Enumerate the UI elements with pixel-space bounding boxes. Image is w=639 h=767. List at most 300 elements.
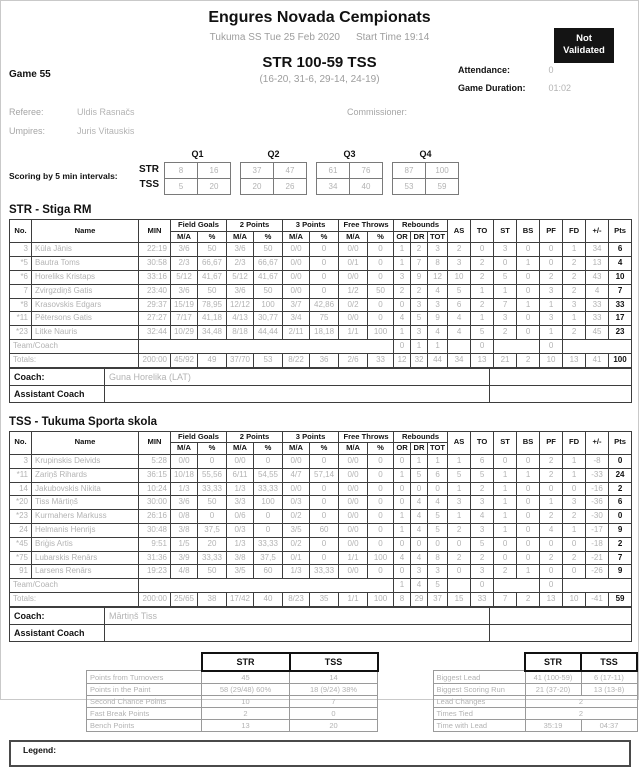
stat-cell [563,579,632,593]
stat-cell: 1 [394,510,411,524]
stat-cell: -41 [586,593,609,607]
stat-cell: 15 [448,593,471,607]
stat-cell: 1 [448,455,471,469]
points-cell: 24 [609,468,632,482]
stat-cell: 0 [368,468,394,482]
stat-cell: 4 [448,312,471,326]
player-name: Helmanis Henrijs [32,524,139,538]
stat-cell: 1/5 [171,537,198,551]
points-cell: 7 [609,551,632,565]
stat-cell: 3 [540,284,563,298]
stat-cell: 0 [310,496,339,510]
summary-value: 13 (13-8) [581,683,637,695]
stat-cell: 34,48 [198,326,227,340]
player-row [10,510,632,524]
column-header: PF [540,431,563,454]
stat-cell: 0 [310,257,339,271]
points-cell: 0 [609,510,632,524]
stat-cell: 0 [428,482,448,496]
stat-cell: 2 [471,298,494,312]
interval-score-cell: 100 [426,163,459,179]
summary-row [87,719,378,731]
str-coach-table [9,368,632,403]
stat-cell: 60 [310,524,339,538]
coach-label: Coach: [10,368,105,385]
stat-cell: 32:44 [139,326,171,340]
column-group-header: Field Goals [171,431,227,443]
stat-cell: 41,67 [198,271,227,285]
stat-cell: 36 [310,353,339,367]
stat-cell: 0 [310,551,339,565]
summary-label: Biggest Lead [433,671,525,684]
stat-cell: 50 [254,284,283,298]
competition-title: Engures Novada Cempionats [208,9,431,26]
summary-merged-value: 2 [525,695,637,707]
duration-row [458,83,630,93]
column-header: FD [563,431,586,454]
duration-value: 01:02 [548,83,572,93]
stat-cell: 0/0 [339,565,368,579]
tss-team-title: TSS - Tukuma Sporta skola [9,415,158,428]
stat-cell: 0/2 [283,537,310,551]
player-row [10,537,632,551]
stat-cell: 0/0 [339,537,368,551]
stat-cell: 0/6 [227,510,254,524]
column-subheader: % [198,231,227,243]
column-subheader: M/A [339,231,368,243]
stat-cell: 2 [448,243,471,257]
points-cell: 59 [609,593,632,607]
stat-cell: 1 [563,455,586,469]
player-name: Zariņš Rihards [32,468,139,482]
stat-cell: -33 [586,468,609,482]
interval-score-cell: 87 [393,163,426,179]
stat-cell: 100 [368,326,394,340]
column-header: AS [448,431,471,454]
referee-name: Uldis Rasnačs [77,107,135,117]
stat-cell [563,340,632,354]
summary-header-row [433,653,637,671]
stat-cell [139,340,394,354]
stat-cell: 10/29 [171,326,198,340]
points-cell: 0 [609,455,632,469]
column-subheader: % [368,231,394,243]
stat-cell: 0 [517,284,540,298]
column-group-header: Rebounds [394,220,448,232]
summary-label: Bench Points [87,719,202,731]
stat-cell: 43 [586,271,609,285]
column-header: No. [10,220,32,243]
stat-cell: 12 [428,271,448,285]
summary-label: Points in the Paint [87,683,202,695]
not-validated-badge: Not Validated [554,28,614,63]
stat-cell: 4 [428,284,448,298]
summary-team-header: STR [202,653,290,671]
stat-cell: 7 [494,593,517,607]
stat-cell: 3/6 [227,243,254,257]
stat-cell: 53 [254,353,283,367]
stat-cell: 35 [310,593,339,607]
interval-score-cell: 16 [198,163,231,179]
column-subheader: % [254,443,283,455]
stat-cell: 1 [494,482,517,496]
stat-cell: 0/0 [283,243,310,257]
column-header: TO [471,220,494,243]
stat-cell: 1 [394,468,411,482]
stat-cell: 0/8 [171,510,198,524]
stat-cell: 30,77 [254,312,283,326]
stat-cell: 2 [471,482,494,496]
summary-row [87,695,378,707]
summary-value: 0 [290,707,378,719]
summary-value: 35:19 [525,719,581,731]
stat-cell: 0 [310,284,339,298]
stat-cell: 3 [411,326,428,340]
interval-score-cell: 5 [165,179,198,195]
totals-row [10,593,632,607]
referee-label: Referee: [9,107,44,117]
report-header [1,1,638,101]
stat-cell: 1 [517,565,540,579]
stat-cell: 3 [471,565,494,579]
umpires-name: Juris Vitauskis [77,126,135,136]
player-row [10,496,632,510]
stat-cell: 2 [411,243,428,257]
stat-cell: 0 [517,271,540,285]
stat-cell: 0 [411,537,428,551]
lead-summary-table [433,652,639,732]
stat-cell: 42,86 [310,298,339,312]
assistant-coach-name [105,385,490,402]
quarter-box [164,149,231,195]
stat-cell: 100 [254,298,283,312]
stat-cell: 1/1 [339,326,368,340]
summary-value: 18 (9/24) 38% [290,683,378,695]
stat-cell: 2 [448,551,471,565]
stat-cell: 0/0 [339,510,368,524]
points-cell: 23 [609,326,632,340]
summary-value: 10 [202,695,290,707]
totals-row [10,353,632,367]
interval-boxes [164,149,468,195]
stat-cell: 32 [411,353,428,367]
stat-cell: 20 [198,537,227,551]
stat-cell: 0 [494,455,517,469]
stat-cell: 1 [563,524,586,538]
column-subheader: OR [394,443,411,455]
stat-cell: 1/3 [227,482,254,496]
summary-value: 45 [202,671,290,684]
player-name: Krasovskis Edgars [32,298,139,312]
column-subheader: % [310,443,339,455]
player-row [10,326,632,340]
stat-cell: 1 [494,284,517,298]
stat-cell [494,579,540,593]
player-row [10,312,632,326]
stat-cell: 0 [254,510,283,524]
column-group-header: Free Throws [339,431,394,443]
coach-row-spacer [490,368,632,385]
stat-cell: 44,44 [254,326,283,340]
stat-cell: 2 [471,551,494,565]
stat-cell: 4 [428,326,448,340]
stat-cell: 4 [428,496,448,510]
stat-cell: 2 [563,510,586,524]
stat-cell: 4 [411,579,428,593]
stat-cell: 0 [471,243,494,257]
summary-value: 14 [290,671,378,684]
stat-cell: 0 [563,537,586,551]
stat-cell: 0 [310,537,339,551]
player-name: Kūla Jānis [32,243,139,257]
stat-cell: 8/22 [283,353,310,367]
stat-cell: 7 [411,257,428,271]
stat-cell: 100 [368,593,394,607]
stat-cell: 0 [540,257,563,271]
stat-cell: 13 [540,593,563,607]
player-number: *45 [10,537,32,551]
attendance-value: 0 [548,65,554,75]
stat-cell: 0 [310,455,339,469]
stat-cell: 200:00 [139,353,171,367]
stat-cell: 5 [411,312,428,326]
stat-cell: 0 [471,579,494,593]
player-name: Larsens Renārs [32,565,139,579]
points-cell: 7 [609,284,632,298]
stat-cell: 3/3 [227,496,254,510]
player-name: Horeliks Kristaps [32,271,139,285]
legend-box: Legend: [9,740,631,767]
stat-cell: 0 [368,496,394,510]
stat-cell: 5/12 [227,271,254,285]
stat-cell: 31:36 [139,551,171,565]
column-subheader: DR [411,443,428,455]
column-header: Pts [609,220,632,243]
stat-cell: 8 [428,257,448,271]
stat-cell: 3/6 [171,284,198,298]
totals-label: Totals: [10,593,139,607]
stat-cell: 33 [368,353,394,367]
stat-cell: 15/19 [171,298,198,312]
stat-cell: 1 [394,326,411,340]
points-cell: 17 [609,312,632,326]
stat-cell: 50 [198,496,227,510]
player-row [10,468,632,482]
stat-cell: 2 [394,284,411,298]
summary-row [433,695,637,707]
stat-cell: 5 [471,326,494,340]
stat-cell: 0/0 [171,455,198,469]
summary-label: Times Tied [433,707,525,719]
points-cell: 10 [609,271,632,285]
stat-cell: 5 [448,284,471,298]
stat-cell [139,579,394,593]
stat-cell: 29 [411,593,428,607]
stat-cell: 33:16 [139,271,171,285]
assistant-coach-row [10,385,632,402]
stat-cell: 0 [394,565,411,579]
stat-cell: 0 [198,455,227,469]
stat-cell: 55,56 [198,468,227,482]
points-summary-table [86,652,379,732]
stat-cell: 0 [394,537,411,551]
assistant-coach-name [105,624,490,641]
stat-cell: 3 [448,257,471,271]
stat-cell: 0/0 [283,284,310,298]
stat-cell: 66,67 [198,257,227,271]
quarter-box [240,149,307,195]
column-group-header: Rebounds [394,431,448,443]
stat-cell: -16 [586,482,609,496]
summary-label: Points from Turnovers [87,671,202,684]
summary-row [433,683,637,695]
stat-cell: 0 [471,340,494,354]
assistant-coach-row-spacer [490,385,632,402]
column-header: +/- [586,220,609,243]
stat-cell: 5 [428,579,448,593]
player-number: *8 [10,298,32,312]
player-number: *11 [10,468,32,482]
stat-cell: 0 [198,510,227,524]
column-subheader: OR [394,231,411,243]
stat-cell: 0/0 [283,482,310,496]
column-subheader: % [254,231,283,243]
stat-cell: 1 [540,326,563,340]
stat-cell: 1/3 [171,482,198,496]
stat-cell: 1 [494,524,517,538]
summary-section [1,652,638,732]
player-row [10,243,632,257]
stat-cell: 4 [394,312,411,326]
stat-cell: 1/2 [339,284,368,298]
quarter-box [392,149,459,195]
stat-cell: 0 [517,524,540,538]
venue-date: Tukuma SS Tue 25 Feb 2020 [209,32,340,43]
stat-cell: 0 [517,455,540,469]
stat-cell: 9:51 [139,537,171,551]
coach-name: Guna Horelika (LAT) [105,368,490,385]
column-group-header: Free Throws [339,220,394,232]
stat-cell: -30 [586,510,609,524]
stat-cell: 8 [428,551,448,565]
column-header: ST [494,431,517,454]
player-number: 7 [10,284,32,298]
totals-label: Totals: [10,353,139,367]
stat-cell: 50 [198,243,227,257]
quarter-box [316,149,383,195]
stat-cell: 0 [394,455,411,469]
points-cell: 6 [609,243,632,257]
stat-cell: 2 [517,353,540,367]
coach-row [10,368,632,385]
stat-cell: 1 [471,284,494,298]
player-row [10,565,632,579]
stat-cell: 10 [540,353,563,367]
interval-score-cell: 34 [317,179,350,195]
column-subheader: M/A [227,443,254,455]
stat-cell: 0 [540,482,563,496]
interval-score-cell: 59 [426,179,459,195]
column-header: TO [471,431,494,454]
column-subheader: M/A [339,443,368,455]
stat-cell: 5:28 [139,455,171,469]
stat-cell: 8 [394,593,411,607]
stat-cell: -17 [586,524,609,538]
player-number: 3 [10,455,32,469]
stat-cell: 0 [517,551,540,565]
player-name: Jakubovskis Nikita [32,482,139,496]
stat-cell: 5 [471,537,494,551]
column-subheader: % [198,443,227,455]
stat-cell: 10 [448,271,471,285]
stat-cell: 44 [428,353,448,367]
quarter-label: Q1 [191,149,204,159]
stat-cell: 3 [428,243,448,257]
assistant-coach-row-spacer [490,624,632,641]
stat-cell: 2 [540,551,563,565]
stat-cell: 3/5 [283,524,310,538]
stat-cell: 2 [471,257,494,271]
column-header: MIN [139,431,171,454]
column-subheader: M/A [283,443,310,455]
summary-corner [87,653,202,671]
stat-cell: 0 [394,298,411,312]
stat-cell: 2 [540,271,563,285]
column-header: AS [448,220,471,243]
stat-cell: 0 [517,243,540,257]
stat-cell: 0 [394,340,411,354]
player-number: 3 [10,243,32,257]
stat-cell: 1 [394,524,411,538]
stat-cell: 0/2 [283,510,310,524]
column-header: BS [517,431,540,454]
player-row [10,271,632,285]
stat-cell: 0/0 [339,312,368,326]
column-header: Pts [609,431,632,454]
stat-cell: 4/8 [171,565,198,579]
interval-score-cell: 53 [393,179,426,195]
stat-cell: 50 [368,284,394,298]
stat-cell: 2 [563,284,586,298]
summary-team-header: TSS [290,653,378,671]
stat-cell: 2 [540,455,563,469]
stat-cell: 4 [586,284,609,298]
player-number: 91 [10,565,32,579]
stat-cell: 5 [428,524,448,538]
final-score: STR 100-59 TSS [262,54,377,71]
coach-row [10,607,632,624]
stat-cell: 36:15 [139,468,171,482]
stat-cell: 2/11 [283,326,310,340]
stat-cell: 0 [310,510,339,524]
player-name: Briģis Artis [32,537,139,551]
stat-cell: 3/6 [171,496,198,510]
player-name: Kurmahers Markuss [32,510,139,524]
stat-cell: 78,95 [198,298,227,312]
player-number: 14 [10,482,32,496]
points-cell: 2 [609,537,632,551]
stat-cell: 0 [494,257,517,271]
stat-cell: 1 [448,482,471,496]
stat-cell: 3/7 [283,298,310,312]
stat-cell: 3 [563,298,586,312]
stat-cell: -36 [586,496,609,510]
stat-cell: -26 [586,565,609,579]
interval-tss-label: TSS [139,179,159,190]
str-stats-table [9,219,632,368]
stat-cell: 0 [368,243,394,257]
stat-cell: 0 [517,496,540,510]
